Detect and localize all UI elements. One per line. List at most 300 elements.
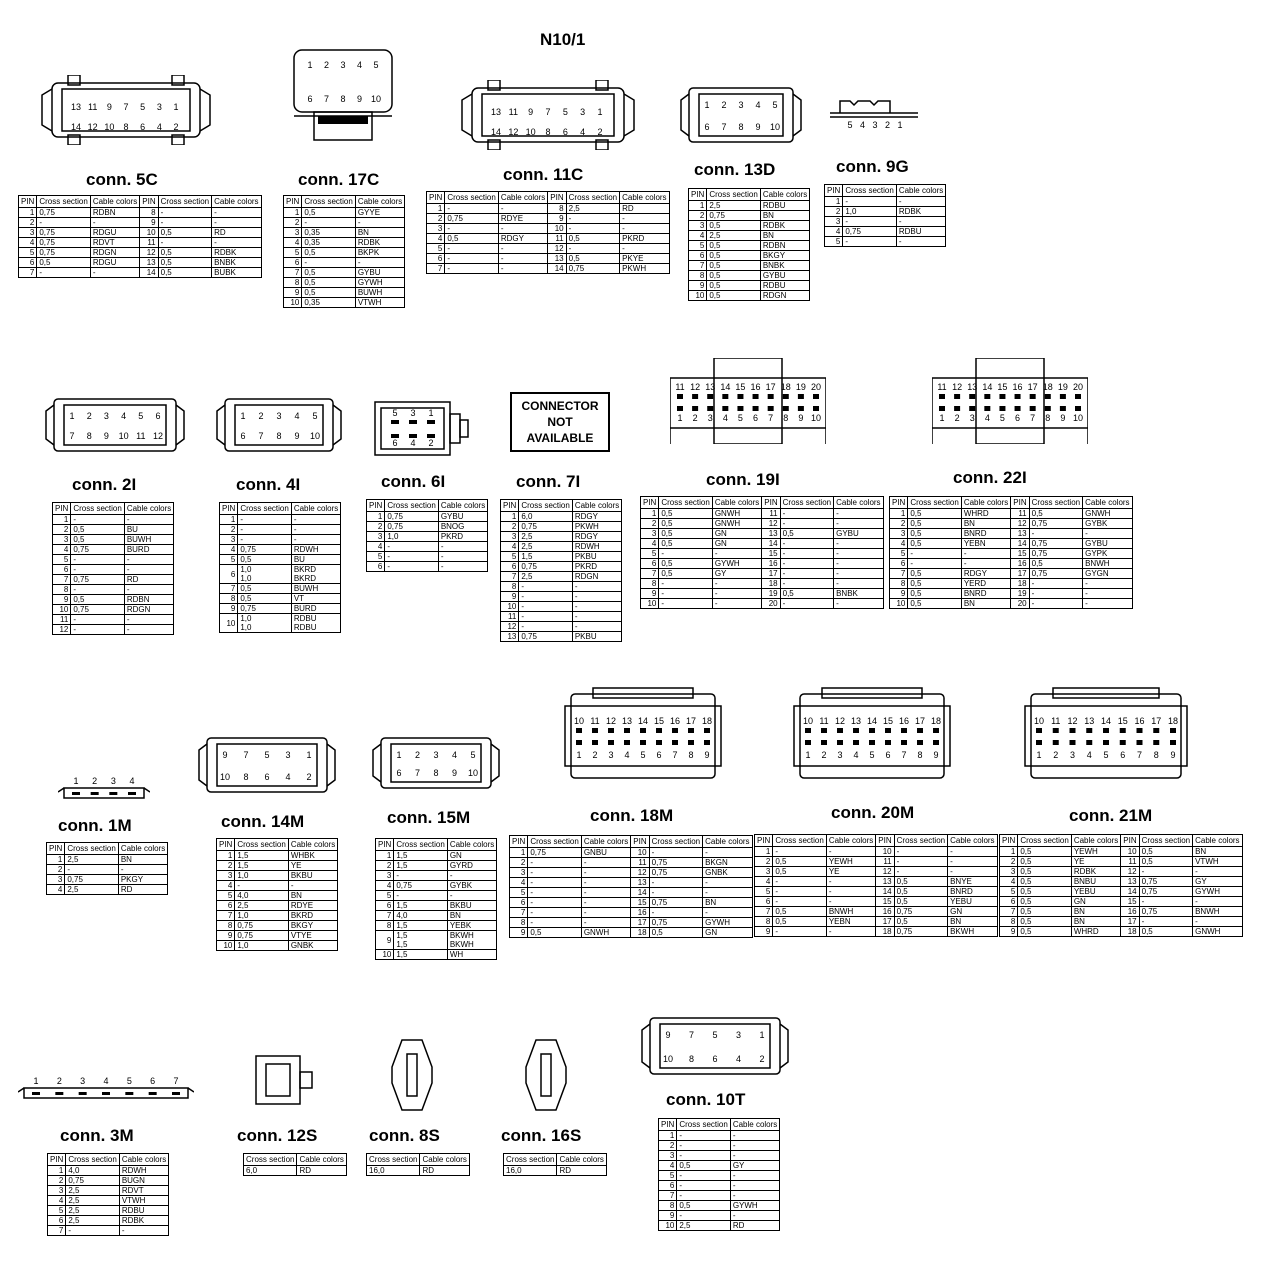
pin-number: 8 [783,413,789,423]
pin-number: 18 [1042,382,1053,392]
pin-number: 5 [772,100,778,110]
cross-section-cell: 0,5 [707,291,760,301]
cable-color-cell: - [834,519,883,529]
pin-cell: 7 [220,584,238,594]
pin-number: 9 [1060,413,1066,423]
cross-section-cell: 0,5 [302,248,355,258]
pin-number: 9 [103,431,109,441]
pin-number: 3 [707,413,713,423]
pin-number: 5 [847,120,853,130]
cross-section-cell: 1,5 [235,851,288,861]
pin-number: 2 [56,1076,62,1086]
cable-color-cell: GNWH [712,509,761,519]
cross-section-cell: 0,5 [1029,559,1082,569]
pin-cell: 6 [376,901,394,911]
cross-section-cell: 0,5 [659,559,712,569]
cross-section-cell: 2,5 [566,204,619,214]
column-header: PIN [825,185,843,197]
cross-section-cell: 0,5 [158,258,211,268]
na-line: AVAILABLE [526,431,594,445]
pin-table [509,835,753,938]
table-row [510,858,753,868]
pin-number: 4 [129,776,135,786]
table-row [641,589,884,599]
pin-cell: 7 [217,911,235,921]
connector-drawing [371,732,501,794]
table-row [890,599,1133,609]
cable-color-cell: BN [1071,907,1120,917]
pin-cell: 8 [689,271,707,281]
cable-color-cell: - [572,592,621,602]
pin-cell: 9 [689,281,707,291]
cable-color-cell: RDBU [119,1206,168,1216]
pin-cell: 3 [1000,867,1018,877]
table-row [367,512,488,522]
cable-color-cell: - [826,887,875,897]
pin-number: 12 [508,127,519,137]
pin-number: 5 [999,413,1005,423]
cross-section-cell: 0,5 [1139,847,1192,857]
table-row [659,1221,780,1231]
pin-number: 1 [576,750,582,760]
cable-color-cell: BKBU [447,901,496,911]
pin-number: 6 [712,1054,718,1064]
pin-number: 1 [704,100,710,110]
cable-color-cell: GNBK [703,868,752,878]
cross-section-cell: - [659,579,712,589]
table-row [755,917,998,927]
cable-color-cell: RDGY [961,569,1010,579]
cable-color-cell: - [498,204,547,214]
table-row [501,542,622,552]
table-row [284,248,405,258]
pin-number: 4 [1086,750,1092,760]
table-row [641,509,884,519]
cross-section-cell: 0,75 [385,522,438,532]
column-header: PIN [19,196,37,208]
pin-number: 3 [80,1076,86,1086]
cross-section-cell: 1,5 [394,861,447,871]
column-header: Cable colors [760,189,809,201]
pin-cell: 3 [510,868,528,878]
pin-cell: 1 [641,509,659,519]
table-row [890,529,1133,539]
cable-color-cell: GYYE [355,208,404,218]
column-header: Cross section [677,1119,730,1131]
table-row [53,525,174,535]
column-header: Cross section [71,503,124,515]
column-header: Cross section [908,497,961,509]
pin-cell: 3 [689,221,707,231]
cable-color-cell: RDBK [119,1216,168,1226]
cable-color-cell: VTYE [288,931,337,941]
pin-number: 13 [70,102,82,112]
pin-number: 16 [669,716,681,726]
table-row [510,908,753,918]
cable-color-cell: - [730,1211,779,1221]
column-header: PIN [427,192,445,204]
pin-number: 12 [1067,716,1078,726]
table-row [501,612,622,622]
cable-color-cell: - [712,599,761,609]
table-row [641,529,884,539]
cable-color-cell: - [703,888,752,898]
pin-table [658,1118,780,1231]
cross-section-cell: 0,5 [773,907,826,917]
pin-cell: 8 [501,582,519,592]
column-header: Cable colors [1071,835,1120,847]
table-row [217,871,338,881]
connector-drawing [197,732,337,798]
cable-color-cell: BKBU [288,871,337,881]
column-header: PIN [1000,835,1018,847]
pin-number: 4 [984,413,990,423]
table-row [220,555,341,565]
table-row [48,1176,169,1186]
pin-cell: 11 [876,857,894,867]
cable-color-cell: BKGY [760,251,809,261]
pin-number: 12 [690,382,701,392]
pin-cell: 7 [641,569,659,579]
pin-cell: 6 [501,562,519,572]
pin-number: 3 [156,102,162,112]
cross-section-cell: 0,5 [71,595,124,605]
cross-section-cell: - [519,592,572,602]
table-row [659,1181,780,1191]
cross-section-cell: 4,0 [235,891,288,901]
column-header: Cable colors [1083,497,1132,509]
pin-cell: 8 [641,579,659,589]
cross-section-cell: 0,75 [566,264,619,274]
cross-section-cell: - [908,559,961,569]
connector-drawing [388,1036,436,1114]
cross-section-cell: - [519,612,572,622]
pin-number: 3 [340,60,346,70]
pin-number: 3 [580,107,586,117]
pin-number: 2 [884,120,891,130]
cable-color-cell: RDGN [90,248,139,258]
table-row [659,1201,780,1211]
pin-cell: 12 [876,867,894,877]
table-row [48,1186,169,1196]
table-row [284,238,405,248]
na-line: NOT [547,415,573,429]
pin-cell: 1 [367,512,385,522]
pin-number: 5 [737,413,743,423]
pin-cell: 19 [1011,589,1029,599]
cross-section-cell: - [649,848,702,858]
table-row [220,604,341,614]
pin-number: 9 [1170,750,1176,760]
cross-section-cell: 0,75 [707,211,760,221]
pin-cell: 13 [876,877,894,887]
pin-number: 10 [802,716,814,726]
pin-cell: 6 [755,897,773,907]
pin-cell: 13 [548,254,566,264]
table-row [755,907,998,917]
pin-cell: 8 [1000,917,1018,927]
table-row [1000,877,1243,887]
cross-section-cell: 0,75 [385,512,438,522]
cable-color-cell: GY [712,569,761,579]
cross-section-cell: - [385,542,438,552]
cross-section-cell: - [677,1151,730,1161]
pin-cell: 9 [510,928,528,938]
cable-color-cell: GYBK [447,881,496,891]
table-row [427,234,670,244]
pin-number: 1 [805,750,811,760]
pin-number: 9 [798,413,804,423]
pin-cell: 1 [501,512,519,522]
pin-number: 13 [705,382,716,392]
table-row [376,901,497,911]
pin-cell: 2 [510,858,528,868]
connector-drawing [1023,686,1189,786]
column-header: Cable colors [420,1154,469,1166]
connector-title: conn. 16S [501,1126,582,1145]
cross-section-cell: - [528,908,581,918]
connector-drawing [252,1050,326,1110]
pin-number: 9 [665,1030,671,1040]
cable-color-cell: - [124,565,173,575]
column-header: PIN [890,497,908,509]
cross-section-cell: 0,5 [894,877,947,887]
cross-section-cell: 0,75 [1029,539,1082,549]
cross-section-cell: 0,5 [780,529,833,539]
cable-color-cell: - [730,1131,779,1141]
cross-section-cell: 0,75 [394,881,447,891]
cable-color-cell: - [124,615,173,625]
pin-cell: 15 [876,897,894,907]
cross-section-cell: 0,5 [238,555,291,565]
column-header: Cable colors [896,185,945,197]
cross-section-cell: 1,0 [235,941,288,951]
cross-section-cell: - [519,582,572,592]
cross-section-cell: 0,75 [519,522,572,532]
cross-section-cell: 0,35 [302,238,355,248]
table-row [641,539,884,549]
cable-color-cell: BKGN [703,858,752,868]
cable-color-cell: - [730,1141,779,1151]
cross-section-cell: 0,75 [649,858,702,868]
cross-section-cell: 0,75 [238,604,291,614]
pin-number: 8 [123,122,129,132]
pin-number: 6 [155,411,161,421]
pin-number: 4 [755,100,761,110]
pin-cell: 9 [284,288,302,298]
pin-number: 1 [759,1030,765,1040]
cable-color-cell: VT [291,594,340,604]
cross-section-cell: - [780,559,833,569]
pin-cell: 17 [1121,917,1139,927]
cross-section-cell: 0,5 [71,535,124,545]
connector-drawing [18,1068,194,1102]
pin-number: 11 [87,102,98,112]
table-row [755,847,998,857]
cross-section-cell: 0,5 [707,261,760,271]
cable-color-cell: - [447,871,496,881]
pin-cell: 8 [659,1201,677,1211]
pin-number: 5 [140,102,146,112]
cross-section-cell: - [780,519,833,529]
table-row [689,221,810,231]
cable-color-cell: - [1193,897,1242,907]
pin-number: 6 [240,431,246,441]
cross-section-cell: - [649,878,702,888]
pin-number: 1 [69,411,75,421]
pin-number: 2 [428,438,434,448]
pin-cell: 18 [762,579,780,589]
cable-color-cell: RD [297,1166,346,1176]
cable-color-cell: - [581,908,630,918]
table-row [890,539,1133,549]
pin-number: 6 [704,122,710,132]
pin-number: 2 [692,413,698,423]
cross-section-cell: - [1139,867,1192,877]
cable-color-cell: GYWH [1193,887,1242,897]
cable-color-cell: - [447,891,496,901]
pin-number: 2 [1053,750,1059,760]
table-row [220,535,341,545]
pin-number: 8 [1153,750,1159,760]
pin-cell: 6 [427,254,445,264]
cable-color-cell: - [703,848,752,858]
pin-number: 1 [597,107,603,117]
pin-number: 10 [370,94,382,104]
cross-section-cell: 0,75 [1139,887,1192,897]
pin-cell: 2 [47,865,65,875]
column-header: PIN [641,497,659,509]
column-header: Cross section [504,1154,557,1166]
cross-section-cell: 0,5 [158,248,211,258]
cross-section-cell: 1,5 [235,861,288,871]
cable-color-cell: WHRD [961,509,1010,519]
pin-number: 10 [573,716,585,726]
column-header: Cable colors [826,835,875,847]
cross-section-cell: 0,5 [566,234,619,244]
pin-number: 1 [307,60,313,70]
pin-cell: 6 [284,258,302,268]
connector-drawing [292,46,394,146]
cable-color-cell: RDGY [498,234,547,244]
table-row [825,227,946,237]
cross-section-cell: 0,5 [659,569,712,579]
cable-color-cell: RDVT [119,1186,168,1196]
pin-number: 2 [258,411,264,421]
pin-cell: 5 [53,555,71,565]
connector-title: conn. 9G [836,157,909,176]
cable-color-cell: - [288,881,337,891]
cross-section-cell: 0,5 [1018,847,1071,857]
page-title: N10/1 [540,30,586,49]
pin-cell: 4 [641,539,659,549]
pin-cell: 10 [284,298,302,308]
pin-number: 7 [1030,413,1036,423]
cable-color-cell: GYGN [1083,569,1132,579]
column-header: Cross section [394,839,447,851]
pin-cell: 9 [755,927,773,937]
cable-color-cell: - [212,208,261,218]
pin-cell: 1 [48,1166,66,1176]
cross-section-cell: - [894,857,947,867]
pin-table [688,188,810,301]
pin-cell: 11 [631,858,649,868]
cable-color-cell: - [90,268,139,278]
cross-section-cell: - [1029,589,1082,599]
cross-section-cell: 0,5 [1018,897,1071,907]
pin-cell: 12 [548,244,566,254]
cable-color-cell: - [355,218,404,228]
cable-color-cell: GYWH [355,278,404,288]
pin-cell: 1 [825,197,843,207]
table-row [217,861,338,871]
pin-number: 7 [672,750,678,760]
cross-section-cell: - [773,927,826,937]
pin-number: 3 [872,120,878,130]
cable-color-cell: - [620,214,669,224]
cross-section-cell: 0,5 [908,589,961,599]
pin-number: 14 [1100,716,1112,726]
table-row [689,251,810,261]
table-row [689,211,810,221]
cross-section-cell: 0,5 [908,509,961,519]
cable-color-cell: GNWH [1083,509,1132,519]
cable-color-cell: - [961,559,1010,569]
connector-title: conn. 2I [72,475,137,494]
column-header: Cross section [445,192,498,204]
column-header: Cross section [659,497,712,509]
column-header: PIN [53,503,71,515]
cross-section-cell: - [445,254,498,264]
cross-section-cell: 0,5 [773,917,826,927]
pin-number: 1 [73,776,79,786]
pin-cell: 3 [367,532,385,542]
table-row [755,877,998,887]
cable-color-cell: RDWH [119,1166,168,1176]
pin-cell: 8 [510,918,528,928]
pin-cell: 4 [367,542,385,552]
cross-section-cell: - [677,1171,730,1181]
pin-number: 4 [853,750,859,760]
pin-cell: 15 [1011,549,1029,559]
pin-cell: 9 [890,589,908,599]
cable-color-cell: - [498,244,547,254]
pin-cell: 5 [825,237,843,247]
cross-section-cell: - [528,918,581,928]
pin-cell: 8 [284,278,302,288]
cable-color-cell: RDBK [355,238,404,248]
column-header: Cross section [158,196,211,208]
cable-color-cell: - [620,244,669,254]
cross-section-cell: 2,5 [519,532,572,542]
pin-cell: 3 [47,875,65,885]
connector-title: conn. 7I [516,472,581,491]
cross-section-cell: - [894,847,947,857]
table-row [1000,887,1243,897]
cable-color-cell: RDBK [896,207,945,217]
pin-number: 3 [103,411,109,421]
pin-cell: 20 [762,599,780,609]
pin-cell: 4 [47,885,65,895]
table-row [53,555,174,565]
cross-section-cell: - [780,579,833,589]
column-header: Cross section [302,196,355,208]
column-header: Cable colors [620,192,669,204]
cross-section-cell: - [677,1181,730,1191]
pin-cell: 1 [689,201,707,211]
pin-number: 13 [1084,716,1095,726]
cable-color-cell: YEBU [1071,887,1120,897]
